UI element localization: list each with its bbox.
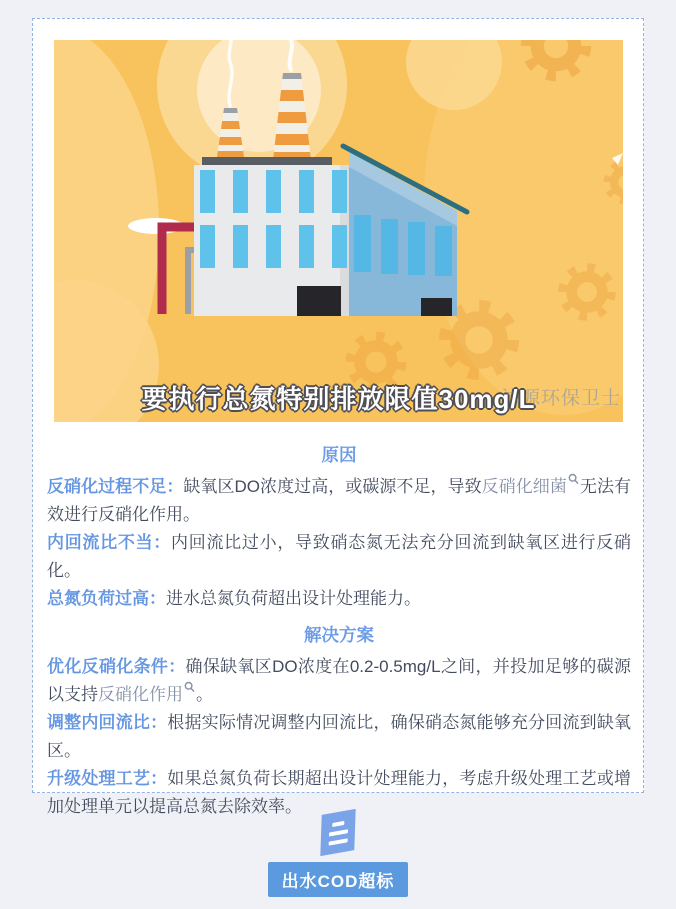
entity-text: 反硝化作用 [98,685,183,704]
image-caption: 要执行总氮特别排放限值30mg/L [141,384,536,414]
article-card [32,18,644,816]
search-icon [184,681,195,693]
term-label: 反硝化过程不足： [47,477,184,496]
entity-link[interactable] [98,685,196,704]
term-label: 优化反硝化条件： [47,657,186,676]
entity-text: 反硝化细菌 [481,477,567,496]
item-text: 无法有效进行反硝化作用。 [47,477,632,524]
term-label: 总氮负荷过高： [47,589,166,608]
list-item [47,585,631,613]
flag-bar [328,829,347,836]
flag-bar [332,820,344,826]
item-text: 根据实际情况调整内回流比，确保硝态氮能够充分回流到缺氧区。 [47,713,632,760]
list-flag-icon[interactable] [320,809,355,856]
list-item [47,653,631,709]
item-text: 。 [196,685,213,704]
section-title-reason: 原因 [321,445,357,465]
hero-image[interactable] [54,40,623,422]
list-item [47,473,631,529]
section-title-solution: 解决方案 [304,625,374,645]
list-item [47,529,631,585]
flag-bar [328,838,347,845]
item-text: 如果总氮负荷长期超出设计处理能力，考虑升级处理工艺或增加处理单元以提高总氮去除效率。 [47,769,632,816]
item-text: 缺氧区DO浓度过高，或碳源不足，导致 [183,477,482,496]
term-label: 升级处理工艺： [47,769,168,788]
footer-nav [0,812,676,897]
article-body [47,443,631,821]
item-text: 确保缺氧区DO浓度在0.2-0.5mg/L之间，并投加足够的碳源以支持 [47,657,632,704]
search-icon [568,473,579,485]
list-item [47,709,631,765]
item-text: 进水总氮负荷超出设计处理能力。 [166,589,421,608]
term-label: 内回流比不当： [47,533,172,552]
watermark: 滤源环保卫士 [500,388,621,409]
entity-link[interactable] [482,477,580,496]
next-topic-button[interactable]: 出水COD超标 [268,862,409,897]
term-label: 调整内回流比： [47,713,168,732]
factory-illustration [54,40,623,422]
item-text: 内回流比过小，导致硝态氮无法充分回流到缺氧区进行反硝化。 [47,533,631,580]
